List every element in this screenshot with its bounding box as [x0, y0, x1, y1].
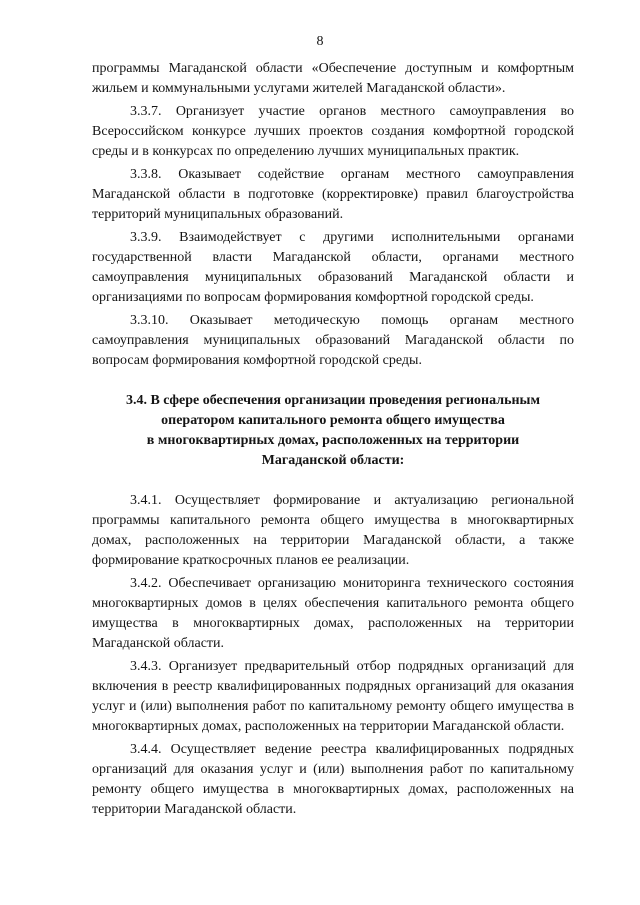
- section-heading-line: в многоквартирных домах, расположенных на территории: [146, 433, 520, 448]
- section-heading-line: 3.4. В сфере обеспечения организации проведения региональным: [125, 393, 541, 408]
- section-heading-line: Магаданской области:: [261, 453, 405, 468]
- page-number: 8: [316, 34, 324, 49]
- paragraph-3-4-2: 3.4.2. Обеспечивает организацию мониторинга технического состояния многоквартирных домов в целях обеспечения капитального ремонта общего имущества в многоквартирных домах, расположенных на территории Магаданской области.: [92, 576, 574, 651]
- section-heading-line: оператором капитального ремонта общего имущества: [161, 413, 505, 428]
- paragraph-3-4-3: 3.4.3. Организует предварительный отбор подрядных организаций для включения в реестр квалифицированных подрядных организаций для оказания услуг и (или) выполнения работ по капитальному ремонту общего имущества в многоквартирных домах, расположенных на территории Магаданской области.: [92, 659, 574, 734]
- paragraph-continuation: программы Магаданской области «Обеспечение доступным и комфортным жильем и коммунальными услугами жителей Магаданской области».: [92, 61, 574, 96]
- paragraph-3-3-10: 3.3.10. Оказывает методическую помощь органам местного самоуправления муниципальных образований Магаданской области по вопросам формирования комфортной городской среды.: [92, 313, 574, 368]
- paragraph-3-3-8: 3.3.8. Оказывает содействие органам местного самоуправления Магаданской области в подготовке (корректировке) правил благоустройства территорий муниципальных образований.: [92, 167, 574, 222]
- paragraph-3-3-7: 3.3.7. Организует участие органов местного самоуправления во Всероссийском конкурсе лучших проектов создания комфортной городской среды и в конкурсах по определению лучших муниципальных практик.: [92, 104, 574, 159]
- section-heading-3-4: [92, 391, 574, 471]
- document-body: [92, 59, 574, 823]
- paragraph-3-4-1: 3.4.1. Осуществляет формирование и актуализацию региональной программы капитального ремонта общего имущества в многоквартирных домах, расположенных на территории Магаданской области, а также формирование краткосрочных планов ее реализации.: [92, 493, 574, 568]
- paragraph-3-4-4: 3.4.4. Осуществляет ведение реестра квалифицированных подрядных организаций для оказания услуг и (или) выполнения работ по капитальному ремонту общего имущества в многоквартирных домах, расположенных на территории Магаданской области.: [92, 742, 574, 817]
- paragraph-3-3-9: 3.3.9. Взаимодействует с другими исполнительными органами государственной власти Магаданской области, органами местного самоуправления муниципальных образований Магаданской области и организациями по вопросам формирования комфортной городской среды.: [92, 230, 574, 305]
